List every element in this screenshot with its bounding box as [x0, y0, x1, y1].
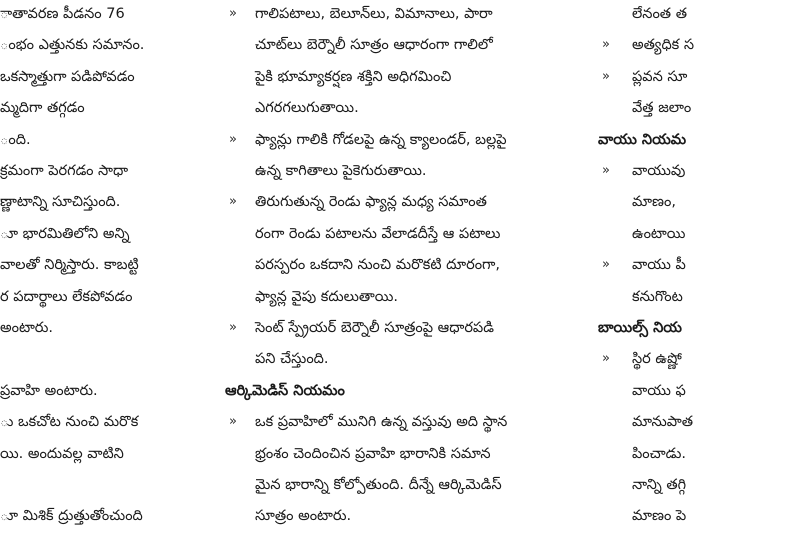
right-column-line	[598, 474, 800, 496]
middle-column-line	[225, 191, 567, 213]
left-column-line: ు ఒకచోట నుంచి మరొక	[0, 414, 139, 431]
middle-column-text: సెంట్ స్ప్రేయర్ బెర్నౌలీ సూత్రంపై ఆధారపడి	[255, 320, 494, 336]
right-column-line	[598, 348, 800, 370]
middle-column-line	[225, 317, 567, 339]
bullet-arrow-icon: »	[602, 163, 610, 178]
left-column-line: ఒకస్మాత్తుగా పడిపోవడం	[0, 68, 135, 85]
left-column-line: ర పదార్థాలు లేకపోవడం	[0, 288, 133, 305]
left-column-line: క్రమంగా పెరగడం సాధా	[0, 163, 129, 179]
right-column-text: మానుపాత	[632, 414, 693, 431]
middle-column-text: ఆర్కిమెడిస్ నియమం	[225, 382, 345, 399]
right-column-line	[598, 443, 800, 465]
right-column-line	[598, 3, 800, 25]
left-column-line	[0, 474, 202, 496]
right-column-text: ఉంటాయి	[632, 225, 686, 242]
left-column-line: అంటారు.	[0, 320, 54, 336]
middle-column-line	[225, 34, 567, 56]
right-column-text: లేనంత త	[632, 6, 687, 22]
bullet-arrow-icon: »	[602, 68, 610, 84]
middle-column-line	[225, 505, 567, 527]
left-column-line: మ్మదిగా తగ్గడం	[0, 100, 85, 117]
middle-column-text: గాలిపటాలు, బెలూన్‌లు, విమానాలు, పారా	[255, 6, 493, 22]
right-column-text: నాన్ని తగ్గి	[632, 477, 687, 493]
right-column-line	[598, 505, 800, 527]
middle-column-text: భ్రంశం చెందించిన ప్రవాహి భారానికి సమాన	[255, 445, 491, 462]
middle-column-line	[225, 3, 567, 25]
right-column-text: స్థిర ఉష్ణో	[632, 351, 682, 368]
right-column-line	[598, 411, 800, 433]
right-column-line	[598, 254, 800, 276]
middle-column-text: ఫ్యాన్ల వైపు కదులుతాయి.	[255, 288, 398, 305]
middle-column-text: పరస్పరం ఒకదాని నుంచి మరొకటి దూరంగా,	[255, 257, 501, 274]
middle-column-line	[225, 129, 567, 151]
middle-column-text: చూట్‌లు బెర్నౌలీ సూత్రం ఆధారంగా గాలిలో	[255, 37, 493, 54]
right-column-text: వాయు ఫ	[632, 382, 686, 399]
left-column-line: ంది.	[0, 131, 31, 148]
middle-column-text: ఒక ప్రవాహిలో మునిగి ఉన్న వస్తువు అది స్థాన	[255, 414, 508, 431]
right-column-text: వాయు పీ	[632, 257, 686, 274]
left-column-line: వాలతో నిర్మిస్తారు. కాబట్టి	[0, 257, 139, 274]
middle-column-line	[225, 97, 567, 119]
middle-column-line	[225, 223, 567, 245]
middle-column-text: ఫ్యాన్లు గాలికి గోడలపై ఉన్న క్యాలండర్, బల్లపై	[255, 131, 507, 148]
right-column-line	[598, 160, 800, 182]
middle-column-text: పైకి భూమ్యాకర్షణ శక్తిని అధిగమించి	[255, 68, 452, 85]
middle-column-text: పని చేస్తుంది.	[255, 351, 329, 368]
left-column-line: ణ్ణాటాన్ని సూచిస్తుంది.	[0, 194, 121, 211]
middle-column-text: రంగా రెండు పటాలను వేలాడదీస్తే ఆ పటాలు	[255, 225, 501, 242]
bullet-arrow-icon: »	[602, 351, 610, 367]
middle-column-text: తిరుగుతున్న రెండు ఫ్యాన్ల మధ్య సమాంత	[255, 194, 487, 211]
right-column-heading	[598, 317, 800, 339]
left-column-line: ప్రవాహి అంటారు.	[0, 382, 98, 399]
left-column-line: యి. అందువల్ల వాటిని	[0, 445, 124, 462]
right-column-line	[598, 286, 800, 308]
middle-column-line	[225, 66, 567, 88]
bullet-arrow-icon: »	[229, 194, 237, 210]
right-column-line	[598, 66, 800, 88]
right-column-text: అత్యధిక స	[632, 37, 695, 54]
right-column-line	[598, 380, 800, 402]
middle-column-line	[225, 160, 567, 182]
middle-column-text: సూత్రం అంటారు.	[255, 508, 352, 525]
left-column-line: ంభం ఎత్తునకు సమానం.	[0, 37, 145, 54]
middle-column-text: ఉన్న కాగితాలు పైకెగురుతాయి.	[255, 163, 427, 179]
right-column-text: మాణం,	[632, 194, 676, 211]
middle-column-text: ఎగరగలుగుతాయి.	[255, 100, 359, 117]
middle-column-line	[225, 443, 567, 465]
bullet-arrow-icon: »	[229, 320, 237, 335]
right-column-text: వాయు నియమ	[598, 131, 687, 148]
right-column-text: బాయిల్స్ నియ	[598, 320, 682, 336]
middle-column-line	[225, 286, 567, 308]
right-column-line	[598, 191, 800, 213]
right-column-text: వేత్త జలాం	[632, 100, 692, 117]
right-column-line	[598, 34, 800, 56]
middle-column-heading	[225, 380, 567, 402]
right-column-text: పించాడు.	[632, 445, 687, 462]
right-column-heading	[598, 129, 800, 151]
middle-column-text: మైన భారాన్ని కోల్పోతుంది. దీన్నే ఆర్కిమెడిస్	[255, 477, 502, 493]
bullet-arrow-icon: »	[229, 131, 237, 147]
left-column-line: ూ మిశిక్ ద్రుత్తుతోంచుంది	[0, 508, 143, 525]
middle-column-line	[225, 411, 567, 433]
bullet-arrow-icon: »	[229, 6, 237, 21]
middle-column-line	[225, 474, 567, 496]
left-column-line: ూ భారమితిలోని అన్ని	[0, 225, 130, 242]
left-column-line: ాతావరణ పీడనం 76	[0, 6, 125, 22]
bullet-arrow-icon: »	[602, 257, 610, 273]
middle-column-line	[225, 254, 567, 276]
bullet-arrow-icon: »	[602, 37, 610, 53]
right-column-line	[598, 223, 800, 245]
right-column-text: కనుగొంట	[632, 288, 683, 305]
left-column-line	[0, 348, 202, 370]
middle-column-line	[225, 348, 567, 370]
bullet-arrow-icon: »	[229, 414, 237, 430]
right-column-text: వాయువు	[632, 163, 686, 179]
right-column-text: ప్లవన సూ	[632, 68, 688, 85]
right-column-text: మాణం పె	[632, 508, 687, 525]
right-column-line	[598, 97, 800, 119]
